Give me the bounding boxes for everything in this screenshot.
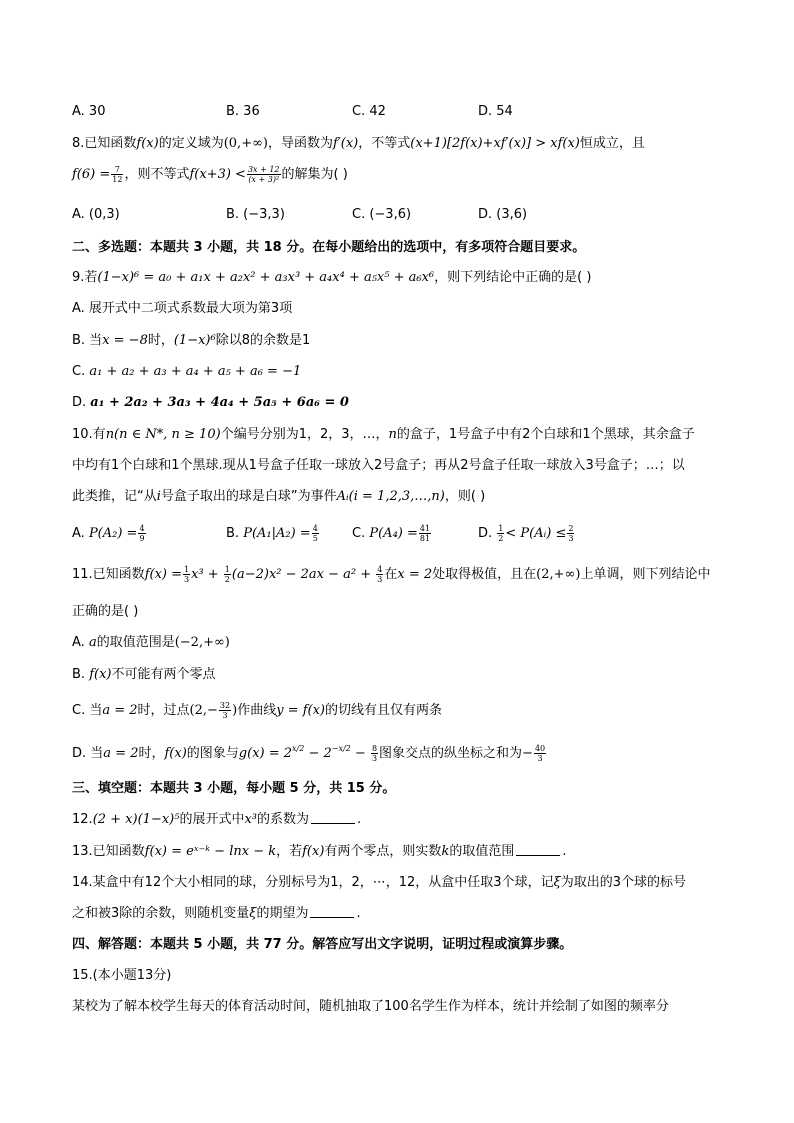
fraction: $\frac{32}{3}$ [219,701,231,720]
section-heading-multiple-choice: 二、多选题：本题共 3 小题，共 18 分。在每小题给出的选项中，有多项符合题目要求。 [72,240,586,255]
q10-option-a: A. P(A₂) = $\frac{4}{9}$ [72,524,145,543]
q9-option-b: B. 当x = −8时，(1−x)⁶除以8的余数是1 [72,333,311,348]
q8-stem-line1: 8.已知函数f(x)的定义域为(0,+∞)，导函数为f′(x)，不等式(x+1)[2f(x)+xf′(x)] > xf(x)恒成立，且 [72,136,645,151]
q8-stem-line2: f(6) = $\frac{7}{12}$ ，则不等式f(x+3) < $\frac{3x + 12}{\text{(x + 3)²}}$ 的解集为( ) [72,165,348,184]
q8-option-b: B. (−3,3) [226,207,285,222]
section-heading-solutions: 四、解答题：本题共 5 小题，共 77 分。解答应写出文字说明，证明过程或演算步骤。 [72,937,573,952]
q8-option-a: A. (0,3) [72,207,120,222]
q9-option-c: C. a₁ + a₂ + a₃ + a₄ + a₅ + a₆ = −1 [72,364,302,379]
fraction: $\frac{40}{3}$ [534,744,546,763]
q15-stem-line1: 某校为了解本校学生每天的体育活动时间，随机抽取了100名学生作为样本，统计并绘制了如图的频率分 [72,999,669,1014]
q7-option-d: D. 54 [478,104,513,119]
fraction: $\frac{1}{2}$ [224,565,230,584]
fraction: $\frac{4}{5}$ [312,524,318,543]
q11-stem-line2: 正确的是( ) [72,604,139,619]
q9-option-a: A. 展开式中二项式系数最大项为第3项 [72,301,293,316]
q13-stem: 13.已知函数f(x) = eˣ⁻ᵏ − lnx − k，若f(x)有两个零点，则实数k的取值范围 . [72,844,567,859]
q9-option-d: D. a₁ + 2a₂ + 3a₃ + 4a₄ + 5a₅ + 6a₆ = 0 [72,395,349,410]
q11-option-a: A. a的取值范围是(−2,+∞) [72,635,230,650]
answer-blank[interactable] [310,905,354,918]
q10-option-d: D. $\frac{1}{2}$ < P(Aᵢ) ≤ $\frac{2}{3}$ [478,524,574,543]
q7-option-a: A. 30 [72,104,106,119]
q14-stem-line1: 14.某盒中有12个大小相同的球，分别标号为1，2，⋯，12，从盒中任取3个球，记ξ为取出的3个球的标号 [72,875,687,890]
q8-option-d: D. (3,6) [478,207,528,222]
fraction: $\frac{7}{12}$ [112,165,123,184]
q10-stem-line1: 10.有n(n ∈ N*, n ≥ 10)个编号分别为1，2，3，…，n的盒子，1号盒子中有2个白球和1个黑球，其余盒子 [72,427,695,442]
fraction: $\frac{4}{3}$ [377,565,383,584]
q8-option-c: C. (−3,6) [352,207,412,222]
q7-option-c: C. 42 [352,104,386,119]
q12-stem: 12.(2 + x)(1−x)⁵的展开式中x³的系数为 . [72,812,362,827]
fraction: $\frac{41}{81}$ [419,524,431,543]
q11-stem-line1: 11.已知函数f(x) = $\frac{1}{3}$ x³ + $\frac{1}{2}$ (a−2)x² − 2ax − a² + $\frac{4}{3}$ 在x = 2处取得极值，且在(2,+∞)上单调，则下列结论中 [72,565,711,584]
fraction: $\frac{3x + 12}{\text{(x + 3)²}}$ [247,165,280,184]
q14-stem-line2: 之和被3除的余数，则随机变量ξ的期望为 . [72,906,361,921]
q10-stem-line3: 此类推，记“从i号盒子取出的球是白球”为事件Aᵢ(i = 1,2,3,…,n)，则( ) [72,489,486,504]
q11-option-c: C. 当a = 2时，过点(2,− $\frac{32}{3}$ )作曲线y = f(x)的切线有且仅有两条 [72,701,443,720]
q10-option-b: B. P(A₁|A₂) = $\frac{4}{5}$ [226,524,318,543]
q11-option-b: B. f(x)不可能有两个零点 [72,667,216,682]
answer-blank[interactable] [311,811,355,824]
fraction: $\frac{4}{9}$ [139,524,145,543]
q7-option-b: B. 36 [226,104,260,119]
fraction: $\frac{8}{3}$ [371,744,378,763]
q15-title: 15.(本小题13分) [72,968,172,983]
fraction: $\frac{1}{2}$ [498,524,504,543]
q9-stem: 9.若(1−x)⁶ = a₀ + a₁x + a₂x² + a₃x³ + a₄x⁴ + a₅x⁵ + a₆x⁶，则下列结论中正确的是( ) [72,270,592,285]
q10-stem-line2: 中均有1个白球和1个黑球.现从1号盒子任取一球放入2号盒子；再从2号盒子任取一球放入3号盒子；…；以 [72,458,685,473]
q11-option-d: D. 当a = 2时，f(x)的图象与$g(x) = 2^{x/2} - 2^{-x/2}$ − $\frac{8}{3}$ 图象交点的纵坐标之和为− $\frac{40}{3}$ [72,744,546,763]
q10-option-c: C. P(A₄) = $\frac{41}{81}$ [352,524,431,543]
fraction: $\frac{1}{3}$ [184,565,190,584]
fraction: $\frac{2}{3}$ [568,524,574,543]
section-heading-fill-in: 三、填空题：本题共 3 小题，每小题 5 分，共 15 分。 [72,781,396,796]
answer-blank[interactable] [516,843,560,856]
